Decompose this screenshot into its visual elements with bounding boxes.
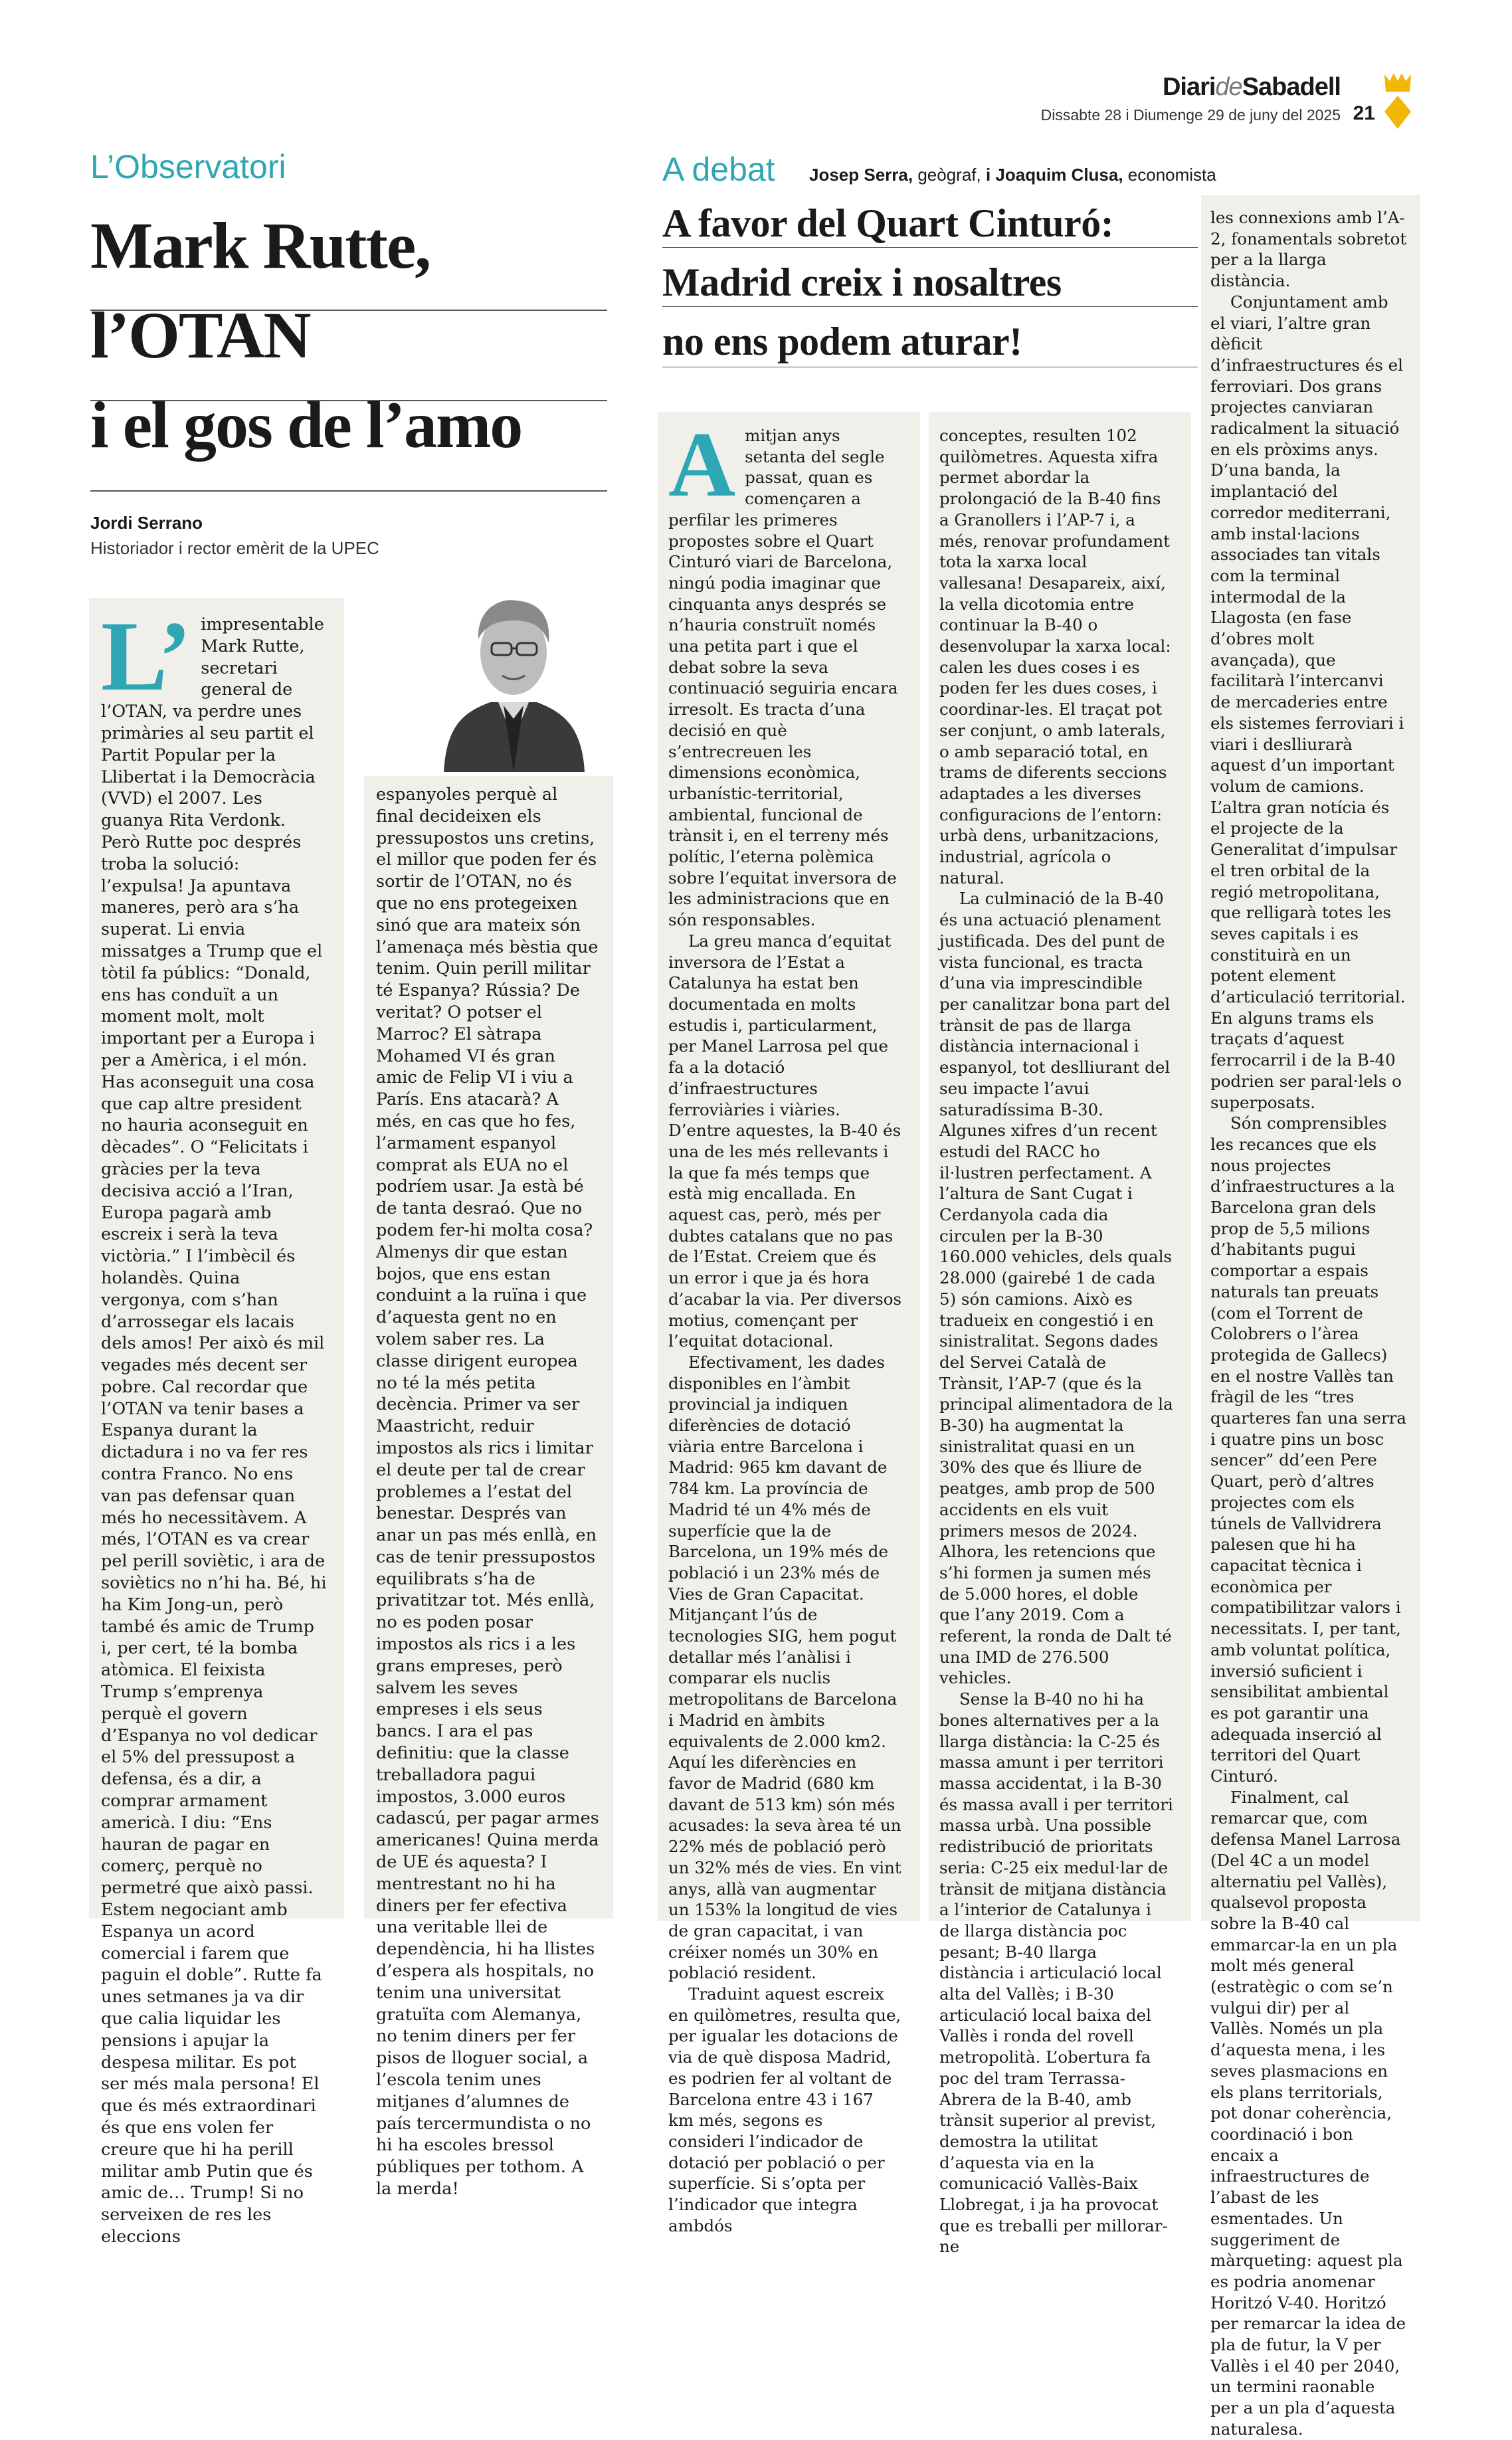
right-article-column-1 (668, 413, 902, 2236)
left-article-lead: impresentable Mark Rutte, secretari general de l’OTAN, va perdre unes primàries al seu partit el Partit Popular per la Llibertat i la Democràcia (VVD) el 2007. Les guanya Rita Verdonk. Però Rutte poc després troba la solució: l’expulsa! Ja apuntava maneres, però ara s’ha superat. Li envia missatges a Trump que el tòtil fa públics: “Donald, ens has conduït a un moment molt, molt important per a Europa i per a Amèrica, i el món. Has aconseguit una cosa que cap altre president no hauria aconseguit en dècades”. O “Felicitats i gràcies per la teva decisiva acció a l’Iran, Europa pagarà amb escreix i serà la teva victòria.” I l’imbècil és holandès. Quina vergonya, com s’han d’arrossegar els lacais dels amos! Per això és mil vegades més decent ser pobre. Cal recordar que l’OTAN va tenir bases a Espanya durant la dictadura i no va fer res contra Franco. No ens van pas defensar quan més ho necessitàvem. A més, l’OTAN es va crear pel perill soviètic, i ara de soviètics no n’hi ha. Bé, hi ha Kim Jong-un, però també és amic de Trump i, per cert, té la bomba atòmica. El feixista Trump s’emprenya perquè el govern d’Espanya no vol dedicar el 5% del pressupost a defensa, és a dir, a comprar armament americà. I diu: “Ens hauran de pagar en comerç, perquè no permetré que això passi. Estem negociant amb Espanya un acord comercial i farem que paguin el doble”. Rutte fa unes setmanes ja va dir que calia liquidar les pensions i apujar la despesa militar. Es pot ser més mala persona! El que és més extraordinari és que ens volen fer creure que hi ha perill militar amb Putin que és amic de… Trump! Si no serveixen de res les eleccions (101, 614, 327, 2247)
right-article-paragraph: Efectivament, les dades disponibles en l’àmbit provincial ja indiquen diferències de dotació viària entre Barcelona i Madrid: 965 km davant de 784 km. La província de Madrid té un 4% més de superfície que la de Barcelona, un 19% més de població i un 23% més de Vies de Gran Capacitat. Mitjançant l’ús de tecnologies SIG, hem pogut detallar més l’anàlisi i comparar els nuclis metropolitans de Barcelona i Madrid en àmbits equivalents de 2.000 km2. Aquí les diferències en favor de Madrid (680 km davant de 513 km) són més acusades: la seva àrea té un 22% més de població però un 32% més de vies. En vint anys, allà van augmentar un 153% la longitud de vies de gran capacitat, i van créixer només un 30% en població resident. (668, 1352, 901, 1983)
right-article-paragraph: Finalment, cal remarcar que, com defensa Manel Larrosa (Del 4C a un model alternatiu pel Vallès), qualsevol proposta sobre la B-40 cal emmarcar-la en un pla molt més general (estratègic o com se’n vulgui dir) per al Vallès. Només un pla d’aquesta mena, i les seves plasmacions en els plans territorials, pot donar coherència, coordinació i bon encaix a infraestructures de l’abast de les esmentades. Un suggeriment de màrqueting: aquest pla es podria anomenar Horitzó V-40. Horitzó per remarcar la idea de pla de futur, la V per Vallès i el 40 per 2040, un termini raonable per a un pla d’aquesta naturalesa. (1210, 1787, 1406, 2439)
right-article-paragraph: La greu manca d’equitat inversora de l’Estat a Catalunya ha estat ben documentada en molts estudis i, particularment, per Manel Larrosa pel que fa a la dotació d’infraestructures ferroviàries i viàries. D’entre aquestes, la B-40 és una de les més rellevants i la que fa més temps que està mig encallada. En aquest cas, però, més per dubtes catalans que no pas de l’Estat. Creiem que és un error i que ja és hora d’acabar la via. Per diversos motius, començant per l’equitat dotacional. (668, 931, 902, 1351)
section-label-debat: A debat (662, 151, 775, 188)
right-article-paragraph: mitjan anys setanta del segle passat, quan es començaren a perfilar les primeres propostes sobre el Quart Cinturó viari de Barcelona, ningú podia imaginar que cinquanta anys després se n’hauria construït només una petita part i que el debat sobre la seva continuació seguiria encara irresolt. Es tracta d’una decisió en què s’entrecreuen les dimensions econòmica, urbanístic-territorial, ambiental, funcional de trànsit i, en el terreny més polític, l’eterna polèmica sobre l’equitat inversora de les administracions que en són responsables. (668, 426, 898, 930)
author-name: Jordi Serrano (90, 513, 203, 533)
right-article-paragraph: Són comprensibles les recances que els nous projectes d’infraestructures a la Barcelona gran dels prop de 5,5 milions d’habitants pugui comportar a espais naturals tan preuats (com el Torrent de Colobrers o l’àrea protegida de Gallecs) en el nostre Vallès tan fràgil de les “tres quarteres fan una serra i quatre pins un bosc sencer” dd’een Pere Quart, però d’altres projectes com els túnels de Vallvidrera palesen que hi ha capacitat tècnica i econòmica per compatibilitzar valors i necessitats. I, per tant, amb voluntat política, inversió suficient i sensibilitat ambiental es pot garantir una adequada inserció al territori del Quart Cinturó. (1210, 1113, 1406, 1786)
right-article-paragraph: Sense la B-40 no hi ha bones alternatives per a la llarga distància: la C-25 és massa amunt i per territori massa accidentat, i la B-30 és massa avall i per territori massa urbà. Una possible redistribució de prioritats seria: C-25 eix medul·lar de trànsit de mitjana distància a l’interior de Catalunya i de llarga distància poc pesant; B-40 llarga distància i articulació local alta del Vallès; i B-30 articulació local baixa del Vallès i ronda del rovell metropolità. L’obertura fa poc del tram Terrassa-Abrera de la B-40, amb trànsit superior al previst, demostra la utilitat d’aquesta via en la comunicació Vallès-Baix Llobregat, i ja ha provocat que es treballi per millorar-ne (939, 1689, 1173, 2257)
masthead-brand: DiarideSabadell (1162, 73, 1341, 101)
right-headline-line-1: A favor del Quart Cinturó: (662, 201, 1114, 245)
debate-authors: Josep Serra, geògraf, i Joaquim Clusa, economista (809, 165, 1216, 185)
drop-cap: A (668, 413, 736, 516)
right-article-paragraph: les connexions amb l’A-2, fonamentals sobretot per a la llarga distància. (1210, 208, 1407, 291)
page-number: 21 (1353, 102, 1375, 124)
issue-date: Dissabte 28 i Diumenge 29 de juny del 2025 (1040, 106, 1341, 124)
right-headline-line-3: no ens podem aturar! (662, 320, 1022, 363)
headline-rule (662, 306, 1198, 307)
right-article-paragraph: Traduint aquest escreix en quilòmetres, resulta que, per igualar les dotacions de via de què disposa Madrid, es podrien fer al voltant de Barcelona entre 43 i 167 km més, segons es consideri l’indicador de dotació per població o per superfície. Si s’opta per l’indicador que integra ambdós (668, 1984, 901, 2235)
right-headline-line-2: Madrid creix i nosaltres (662, 260, 1062, 304)
left-article-column-1 (101, 601, 327, 2248)
section-label-observatori: L’Observatori (90, 148, 286, 185)
left-headline-line-3: i el gos de l’amo (90, 388, 522, 462)
author-role: Historiador i rector emèrit de la UPEC (90, 538, 379, 558)
right-article-column-3 (1210, 207, 1407, 2440)
right-article-paragraph: conceptes, resulten 102 quilòmetres. Aquesta xifra permet abordar la prolongació de la B-40 fins a Granollers i l’AP-7 i, a més, renovar profundament tota la xarxa local vallesana! Desapareix, així, la vella dicotomia entre continuar la B-40 o desenvolupar la xarxa local: calen les dues coses i es poden fer les dues coses, i coordinar-les. El traçat pot ser conjunt, o amb laterals, o amb separació total, en trams de diferents seccions adaptades a les diverses configuracions de l’entorn: urbà dens, urbanitzacions, industrial, agrícola o natural. (939, 426, 1171, 888)
headline-rule (662, 247, 1198, 248)
headline-rule (90, 490, 607, 492)
left-article-paragraph: espanyoles perquè al final decideixen els pressupostos uns cretins, el millor que poden fer és sortir de l’OTAN, no és que no ens protegeixen sinó que ara mateix són l’amenaça més bèstia que tenim. Quin perill militar té Espanya? Rússia? De veritat? O potser el Marroc? El sàtrapa Mohamed VI és gran amic de Felip VI i viu a París. Ens atacarà? A més, en cas que ho fes, l’armament espanyol comprat als EUA no el podríem usar. Ja està bé de tanta desraó. Que no podem fer-hi molta cosa? Almenys dir que estan bojos, que ens estan conduint a la ruïna i que d’aquesta gent no en volem saber res. La classe dirigent europea no té la més petita decència. Primer va ser Maastricht, reduir impostos als rics i limitar el deute per tal de crear problemes a l’estat del benestar. Després van anar un pas més enllà, en cas de tenir pressupostos equilibrats s’ha de privatitzar tot. Més enllà, no es poden posar impostos als rics i a les grans empreses, però salvem les seves empreses i els seus bancs. I ara el pas definitiu: que la classe treballadora pagui impostos, 3.000 euros cadascú, per pagar armes americanes! Quina merda de UE és aquesta? I mentrestant no hi ha diners per fer efectiva una veritable llei de dependència, hi ha llistes d’espera als hospitals, no tenim una universitat gratuïta com Alemanya, no tenim diners per fer pisos de lloguer social, a l’escola tenim unes mitjanes d’alumnes de país tercermundista o no hi ha escoles bressol públiques per tothom. A la merda! (376, 785, 599, 2199)
right-article-paragraph: Conjuntament amb el viari, l’altre gran dèficit d’infraestructures és el ferroviari. Dos grans projectes canviaran radicalment la situació en els pròxims anys. D’una banda, la implantació del corredor mediterrani, amb instal·lacions associades tan vitals com la terminal intermodal de la Llagosta (en fase d’obres molt avançada), que facilitarà l’intercanvi de mercaderies entre els sistemes ferroviari i viari i deslliurarà aquest d’un important volum de camions. L’altra gran notícia és el projecte de la Generalitat d’impulsar el tren orbital de la regió metropolitana, que relligarà totes les seves capitals i es constituirà en un potent element d’articulació territorial. En alguns trams els traçats d’aquest ferrocarril i de la B-40 podrien ser paral·lels o superposats. (1210, 292, 1406, 1112)
drop-cap: L’ (101, 601, 192, 711)
left-headline-line-1: Mark Rutte, (90, 209, 430, 282)
right-article-paragraph: La culminació de la B-40 és una actuació plenament justificada. Des del punt de vista funcional, es tracta d’una via imprescindible per canalitzar bona part del trànsit de pas de llarga distància internacional i espanyol, tot deslliurant del seu impacte l’avui saturadíssima B-30. Algunes xifres d’un recent estudi del RACC ho il·lustren perfectament. A l’altura de Sant Cugat i Cerdanyola cada dia circulen per la B-30 160.000 vehicles, dels quals 28.000 (gairebé 1 de cada 5) són camions. Això es tradueix en congestió i en sinistralitat. Segons dades del Servei Català de Trànsit, l’AP-7 (que és la principal alimentadora de la B-30) ha augmentat la sinistralitat quasi en un 30% des que és lliure de peatges, amb prop de 500 accidents en els vuit primers mesos de 2024. Alhora, les retencions que s’hi formen ja sumen més de 5.000 hores, el doble que l’any 2019. Com a referent, la ronda de Dalt té una IMD de 276.500 vehicles. (939, 889, 1173, 1688)
left-headline-line-2: l’OTAN (90, 298, 310, 372)
author-photo (437, 579, 590, 772)
crest-icon (1382, 72, 1414, 132)
right-article-column-2 (939, 425, 1173, 2257)
left-article-column-2 (376, 784, 601, 2200)
